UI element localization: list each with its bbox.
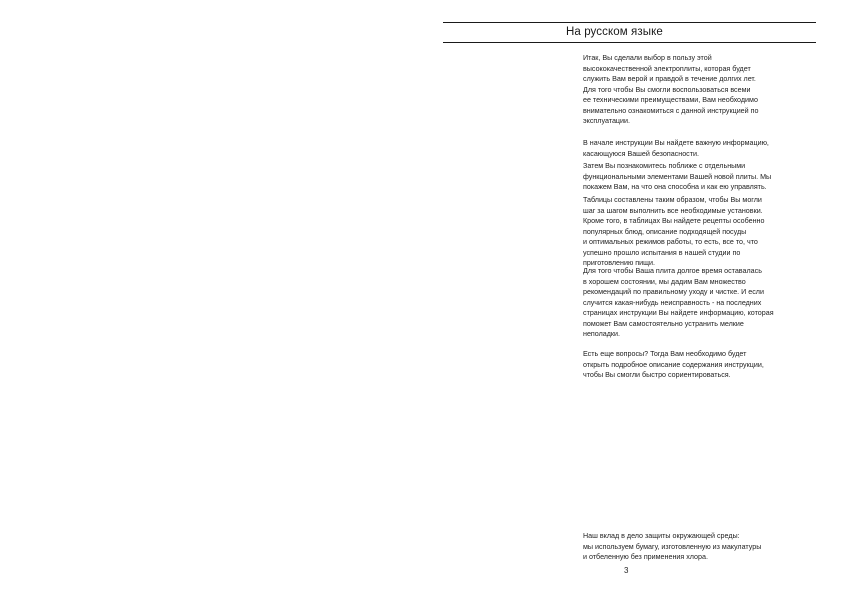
header-rule-bottom (443, 42, 816, 43)
header-rule-top (443, 22, 816, 23)
tables-paragraph: Таблицы составлены таким образом, чтобы Вы могли шаг за шагом выполнить все необходимые установки. Кроме того, в таблицах Вы найдете рецепты особенно популярных блюд, описание подходящей посуды и оптимальных режимов работы, то есть, все то, что успешно прошло испытания в нашей студии по приготовлению пищи. (583, 196, 765, 267)
intro-paragraph: Итак, Вы сделали выбор в пользу этой высококачественной электроплиты, которая будет служить Вам верой и правдой в течение долгих лет. Для того чтобы Вы смогли воспользоваться всеми ее техническими преимуществами, Вам необходимо внимательно ознакомиться с данной инструкцией по эксплуатации. (583, 54, 759, 125)
page-title: На русском языке (566, 26, 663, 38)
page-number: 3 (624, 566, 629, 575)
safety-paragraph: В начале инструкции Вы найдете важную информацию, касающуюся Вашей безопасности. (583, 139, 769, 158)
care-paragraph: Для того чтобы Ваша плита долгое время оставалась в хорошем состоянии, мы дадим Вам множество рекомендаций по правильному уходу и чистке. И если случится какая-нибудь неисправность - на последних страницах инструкции Вы найдете информацию, которая поможет Вам самостоятельно устранить мелкие неполадки. (583, 267, 774, 338)
questions-paragraph: Есть еще вопросы? Тогда Вам необходимо будет открыть подробное описание содержания инструкции, чтобы Вы смогли быстро сориентироваться. (583, 350, 764, 379)
environment-note: Наш вклад в дело защиты окружающей среды: мы используем бумагу, изготовленную из макулатуры и отбеленную без применения хлора. (583, 532, 762, 561)
elements-paragraph: Затем Вы познакомитесь поближе с отдельными функциональными элементами Вашей новой плиты. Мы покажем Вам, на что она способна и как ею управлять. (583, 162, 772, 191)
